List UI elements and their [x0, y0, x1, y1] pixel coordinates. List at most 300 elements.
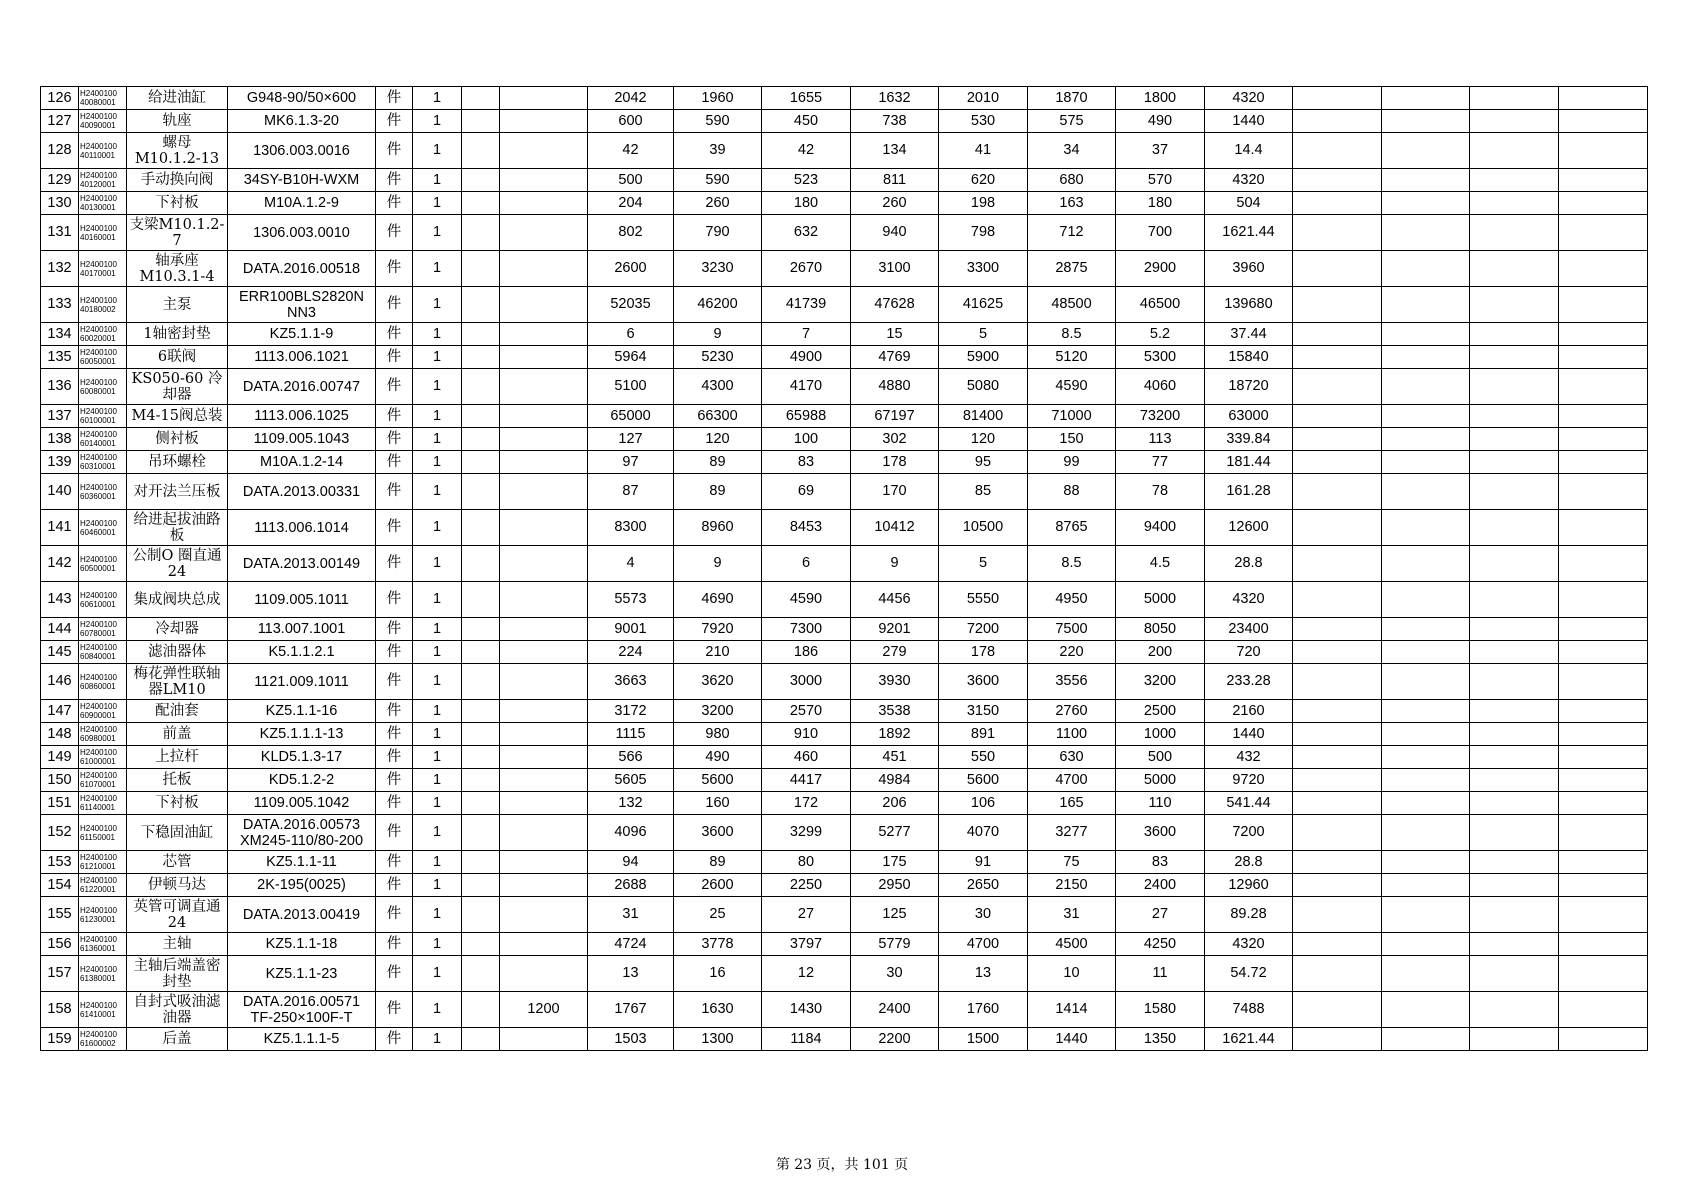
row-number: 137: [41, 405, 79, 428]
extra-value: [500, 192, 588, 215]
price-cell: 180: [762, 192, 851, 215]
price-cell: 9001: [588, 618, 674, 641]
table-row: [41, 215, 1648, 251]
price-cell: 450: [762, 110, 851, 133]
material-code: H2400100 60840001: [79, 641, 127, 664]
price-cell: 5779: [851, 933, 939, 956]
price-cell: [1559, 215, 1648, 251]
unit: 件: [376, 87, 413, 110]
material-code: H2400100 60980001: [79, 723, 127, 746]
price-cell: 4320: [1205, 582, 1293, 618]
price-cell: 5: [939, 546, 1028, 582]
price-cell: [1382, 851, 1470, 874]
empty-cell: [462, 815, 500, 851]
unit: 件: [376, 933, 413, 956]
material-name: 主轴: [127, 933, 228, 956]
unit: 件: [376, 792, 413, 815]
price-cell: 89.28: [1205, 897, 1293, 933]
material-spec: 1113.006.1014: [228, 510, 376, 546]
price-cell: 8.5: [1028, 323, 1116, 346]
quantity: 1: [413, 428, 462, 451]
price-cell: [1559, 992, 1648, 1028]
price-cell: 139680: [1205, 287, 1293, 323]
empty-cell: [462, 933, 500, 956]
price-cell: 1580: [1116, 992, 1205, 1028]
table-row: [41, 369, 1648, 405]
price-cell: 67197: [851, 405, 939, 428]
extra-value: [500, 110, 588, 133]
price-cell: 65988: [762, 405, 851, 428]
material-code: H2400100 61380001: [79, 956, 127, 992]
price-cell: 4320: [1205, 933, 1293, 956]
price-cell: 150: [1028, 428, 1116, 451]
price-cell: [1382, 510, 1470, 546]
material-code: H2400100 60360001: [79, 474, 127, 510]
material-code: H2400100 60780001: [79, 618, 127, 641]
price-cell: 6: [762, 546, 851, 582]
price-cell: [1470, 992, 1559, 1028]
price-cell: [1293, 874, 1382, 897]
price-cell: 12960: [1205, 874, 1293, 897]
price-cell: 3100: [851, 251, 939, 287]
price-cell: [1559, 405, 1648, 428]
material-code: H2400100 60020001: [79, 323, 127, 346]
price-cell: [1559, 618, 1648, 641]
row-number: 152: [41, 815, 79, 851]
extra-value: [500, 851, 588, 874]
price-cell: 46200: [674, 287, 762, 323]
price-cell: 8453: [762, 510, 851, 546]
price-cell: 4700: [939, 933, 1028, 956]
price-cell: 620: [939, 169, 1028, 192]
price-cell: 3200: [674, 700, 762, 723]
material-spec: DATA.2013.00331: [228, 474, 376, 510]
price-cell: 224: [588, 641, 674, 664]
material-spec: DATA.2016.00747: [228, 369, 376, 405]
price-cell: 738: [851, 110, 939, 133]
price-cell: [1382, 428, 1470, 451]
price-cell: [1470, 897, 1559, 933]
price-cell: [1382, 405, 1470, 428]
price-cell: 7488: [1205, 992, 1293, 1028]
price-cell: [1559, 769, 1648, 792]
price-cell: [1382, 474, 1470, 510]
price-cell: 1440: [1205, 723, 1293, 746]
price-cell: [1559, 87, 1648, 110]
price-cell: 2042: [588, 87, 674, 110]
unit: 件: [376, 851, 413, 874]
price-cell: 3299: [762, 815, 851, 851]
price-cell: [1293, 251, 1382, 287]
quantity: 1: [413, 192, 462, 215]
material-name: 螺母 M10.1.2-13: [127, 133, 228, 169]
extra-value: [500, 956, 588, 992]
material-spec: M10A.1.2-14: [228, 451, 376, 474]
price-cell: 99: [1028, 451, 1116, 474]
price-cell: [1470, 369, 1559, 405]
row-number: 159: [41, 1028, 79, 1051]
price-cell: 5300: [1116, 346, 1205, 369]
price-cell: 980: [674, 723, 762, 746]
row-number: 139: [41, 451, 79, 474]
table-row: [41, 792, 1648, 815]
material-code: H2400100 61210001: [79, 851, 127, 874]
material-code: H2400100 60460001: [79, 510, 127, 546]
material-spec: DATA.2013.00419: [228, 897, 376, 933]
quantity: 1: [413, 87, 462, 110]
price-cell: [1470, 428, 1559, 451]
price-cell: 87: [588, 474, 674, 510]
price-cell: [1470, 933, 1559, 956]
price-cell: 3960: [1205, 251, 1293, 287]
price-cell: [1470, 664, 1559, 700]
price-cell: [1559, 546, 1648, 582]
price-cell: 3663: [588, 664, 674, 700]
row-number: 136: [41, 369, 79, 405]
price-cell: 1440: [1028, 1028, 1116, 1051]
extra-value: [500, 664, 588, 700]
material-code: H2400100 40180002: [79, 287, 127, 323]
unit: 件: [376, 582, 413, 618]
price-cell: 65000: [588, 405, 674, 428]
price-cell: 31: [588, 897, 674, 933]
unit: 件: [376, 323, 413, 346]
price-cell: [1470, 510, 1559, 546]
price-cell: 500: [1116, 746, 1205, 769]
empty-cell: [462, 546, 500, 582]
material-name: 吊环螺栓: [127, 451, 228, 474]
price-cell: 2570: [762, 700, 851, 723]
price-cell: 798: [939, 215, 1028, 251]
price-cell: 4: [588, 546, 674, 582]
price-cell: [1382, 323, 1470, 346]
price-cell: 89: [674, 451, 762, 474]
empty-cell: [462, 110, 500, 133]
price-cell: [1293, 451, 1382, 474]
price-cell: [1293, 546, 1382, 582]
price-cell: [1293, 815, 1382, 851]
unit: 件: [376, 192, 413, 215]
table-row: [41, 769, 1648, 792]
price-cell: 4880: [851, 369, 939, 405]
table-row: [41, 192, 1648, 215]
price-cell: 504: [1205, 192, 1293, 215]
price-cell: 4320: [1205, 87, 1293, 110]
price-cell: [1559, 815, 1648, 851]
row-number: 131: [41, 215, 79, 251]
material-spec: 1121.009.1011: [228, 664, 376, 700]
price-cell: 5100: [588, 369, 674, 405]
material-spec: 1306.003.0016: [228, 133, 376, 169]
price-cell: 10: [1028, 956, 1116, 992]
material-name: 主轴后端盖密 封垫: [127, 956, 228, 992]
extra-value: [500, 510, 588, 546]
row-number: 140: [41, 474, 79, 510]
row-number: 150: [41, 769, 79, 792]
table-row: [41, 1028, 1648, 1051]
price-cell: [1382, 582, 1470, 618]
quantity: 1: [413, 287, 462, 323]
extra-value: [500, 641, 588, 664]
material-name: 给进起拔油路 板: [127, 510, 228, 546]
unit: 件: [376, 723, 413, 746]
empty-cell: [462, 405, 500, 428]
price-cell: [1293, 769, 1382, 792]
price-cell: [1470, 769, 1559, 792]
price-cell: 27: [1116, 897, 1205, 933]
price-cell: [1293, 933, 1382, 956]
quantity: 1: [413, 110, 462, 133]
price-cell: 4250: [1116, 933, 1205, 956]
row-number: 135: [41, 346, 79, 369]
quantity: 1: [413, 874, 462, 897]
material-name: 伊顿马达: [127, 874, 228, 897]
material-spec: KZ5.1.1-23: [228, 956, 376, 992]
price-cell: 8.5: [1028, 546, 1116, 582]
row-number: 126: [41, 87, 79, 110]
extra-value: [500, 369, 588, 405]
price-cell: 4984: [851, 769, 939, 792]
price-cell: 120: [674, 428, 762, 451]
price-cell: 5550: [939, 582, 1028, 618]
material-name: 手动换向阀: [127, 169, 228, 192]
price-cell: 4690: [674, 582, 762, 618]
price-cell: [1293, 792, 1382, 815]
price-cell: 4590: [1028, 369, 1116, 405]
price-cell: 1115: [588, 723, 674, 746]
price-cell: [1470, 346, 1559, 369]
price-cell: 720: [1205, 641, 1293, 664]
material-name: 下衬板: [127, 192, 228, 215]
price-cell: 39: [674, 133, 762, 169]
price-cell: [1382, 641, 1470, 664]
price-cell: 1632: [851, 87, 939, 110]
price-cell: 83: [1116, 851, 1205, 874]
price-cell: [1382, 992, 1470, 1028]
empty-cell: [462, 346, 500, 369]
price-cell: [1559, 133, 1648, 169]
price-cell: 5964: [588, 346, 674, 369]
material-spec: K5.1.1.2.1: [228, 641, 376, 664]
price-cell: 52035: [588, 287, 674, 323]
quantity: 1: [413, 323, 462, 346]
material-name: 1轴密封垫: [127, 323, 228, 346]
empty-cell: [462, 769, 500, 792]
material-name: 下衬板: [127, 792, 228, 815]
quantity: 1: [413, 641, 462, 664]
price-cell: 94: [588, 851, 674, 874]
material-spec: 1109.005.1043: [228, 428, 376, 451]
price-cell: [1293, 474, 1382, 510]
row-number: 156: [41, 933, 79, 956]
price-cell: 5900: [939, 346, 1028, 369]
quantity: 1: [413, 510, 462, 546]
price-cell: 8050: [1116, 618, 1205, 641]
price-cell: 9201: [851, 618, 939, 641]
empty-cell: [462, 664, 500, 700]
price-cell: 2250: [762, 874, 851, 897]
price-cell: [1559, 851, 1648, 874]
price-cell: 3200: [1116, 664, 1205, 700]
material-code: H2400100 60140001: [79, 428, 127, 451]
quantity: 1: [413, 956, 462, 992]
quantity: 1: [413, 851, 462, 874]
price-cell: 3600: [939, 664, 1028, 700]
price-cell: 3000: [762, 664, 851, 700]
extra-value: [500, 346, 588, 369]
price-cell: [1559, 369, 1648, 405]
price-cell: 590: [674, 169, 762, 192]
material-name: 冷却器: [127, 618, 228, 641]
price-cell: [1293, 582, 1382, 618]
empty-cell: [462, 851, 500, 874]
price-cell: [1559, 641, 1648, 664]
unit: 件: [376, 428, 413, 451]
row-number: 142: [41, 546, 79, 582]
price-cell: [1559, 323, 1648, 346]
price-cell: [1559, 746, 1648, 769]
price-cell: 1300: [674, 1028, 762, 1051]
extra-value: [500, 287, 588, 323]
quantity: 1: [413, 897, 462, 933]
extra-value: [500, 87, 588, 110]
material-code: H2400100 61070001: [79, 769, 127, 792]
material-name: 芯管: [127, 851, 228, 874]
empty-cell: [462, 897, 500, 933]
price-cell: 460: [762, 746, 851, 769]
price-cell: 198: [939, 192, 1028, 215]
price-cell: 100: [762, 428, 851, 451]
material-spec: ERR100BLS2820N NN3: [228, 287, 376, 323]
price-cell: 260: [851, 192, 939, 215]
price-cell: 530: [939, 110, 1028, 133]
quantity: 1: [413, 723, 462, 746]
price-cell: [1470, 618, 1559, 641]
price-cell: 134: [851, 133, 939, 169]
table-row: [41, 287, 1648, 323]
price-cell: [1470, 87, 1559, 110]
material-name: 侧衬板: [127, 428, 228, 451]
extra-value: [500, 215, 588, 251]
unit: 件: [376, 133, 413, 169]
row-number: 130: [41, 192, 79, 215]
price-cell: 28.8: [1205, 546, 1293, 582]
table-row: [41, 546, 1648, 582]
price-cell: [1559, 346, 1648, 369]
price-cell: [1382, 618, 1470, 641]
extra-value: [500, 874, 588, 897]
price-cell: 8765: [1028, 510, 1116, 546]
price-cell: 260: [674, 192, 762, 215]
price-cell: 78: [1116, 474, 1205, 510]
price-cell: 7200: [939, 618, 1028, 641]
unit: 件: [376, 474, 413, 510]
extra-value: [500, 933, 588, 956]
material-spec: 1113.006.1021: [228, 346, 376, 369]
price-cell: [1559, 169, 1648, 192]
unit: 件: [376, 169, 413, 192]
table-row: [41, 992, 1648, 1028]
row-number: 144: [41, 618, 79, 641]
price-cell: [1470, 251, 1559, 287]
price-cell: 12: [762, 956, 851, 992]
table-row: [41, 874, 1648, 897]
price-cell: 4900: [762, 346, 851, 369]
price-cell: [1382, 664, 1470, 700]
quantity: 1: [413, 369, 462, 405]
material-spec: 1109.005.1042: [228, 792, 376, 815]
price-cell: [1470, 405, 1559, 428]
price-cell: 339.84: [1205, 428, 1293, 451]
price-cell: 3150: [939, 700, 1028, 723]
price-cell: [1293, 323, 1382, 346]
material-spec: KZ5.1.1-11: [228, 851, 376, 874]
price-cell: [1470, 110, 1559, 133]
row-number: 147: [41, 700, 79, 723]
unit: 件: [376, 405, 413, 428]
empty-cell: [462, 956, 500, 992]
material-name: M4-15阀总装: [127, 405, 228, 428]
price-cell: 200: [1116, 641, 1205, 664]
price-cell: 4500: [1028, 933, 1116, 956]
price-cell: [1559, 428, 1648, 451]
price-cell: 2400: [1116, 874, 1205, 897]
empty-cell: [462, 87, 500, 110]
row-number: 129: [41, 169, 79, 192]
price-cell: 432: [1205, 746, 1293, 769]
table-row: [41, 451, 1648, 474]
price-cell: 4590: [762, 582, 851, 618]
price-cell: [1382, 769, 1470, 792]
material-name: 配油套: [127, 700, 228, 723]
material-code: H2400100 40160001: [79, 215, 127, 251]
price-cell: 1414: [1028, 992, 1116, 1028]
material-spec: 2K-195(0025): [228, 874, 376, 897]
price-cell: 2160: [1205, 700, 1293, 723]
price-cell: 1621.44: [1205, 215, 1293, 251]
material-code: H2400100 40170001: [79, 251, 127, 287]
price-cell: 7500: [1028, 618, 1116, 641]
price-cell: 4769: [851, 346, 939, 369]
row-number: 141: [41, 510, 79, 546]
material-code: H2400100 61220001: [79, 874, 127, 897]
empty-cell: [462, 474, 500, 510]
row-number: 143: [41, 582, 79, 618]
price-table: [40, 86, 1648, 1051]
price-cell: [1559, 110, 1648, 133]
price-cell: 451: [851, 746, 939, 769]
price-cell: 9: [674, 546, 762, 582]
price-cell: 113: [1116, 428, 1205, 451]
extra-value: [500, 582, 588, 618]
material-name: 前盖: [127, 723, 228, 746]
quantity: 1: [413, 746, 462, 769]
material-code: H2400100 60500001: [79, 546, 127, 582]
extra-value: [500, 618, 588, 641]
material-code: H2400100 40120001: [79, 169, 127, 192]
price-cell: 23400: [1205, 618, 1293, 641]
price-cell: 220: [1028, 641, 1116, 664]
price-cell: 4170: [762, 369, 851, 405]
price-cell: 160: [674, 792, 762, 815]
page-footer: 第 23 页，共 101 页: [775, 1157, 909, 1173]
material-code: H2400100 60900001: [79, 700, 127, 723]
table-body: [41, 87, 1648, 1051]
unit: 件: [376, 510, 413, 546]
empty-cell: [462, 992, 500, 1028]
price-cell: 120: [939, 428, 1028, 451]
extra-value: [500, 700, 588, 723]
